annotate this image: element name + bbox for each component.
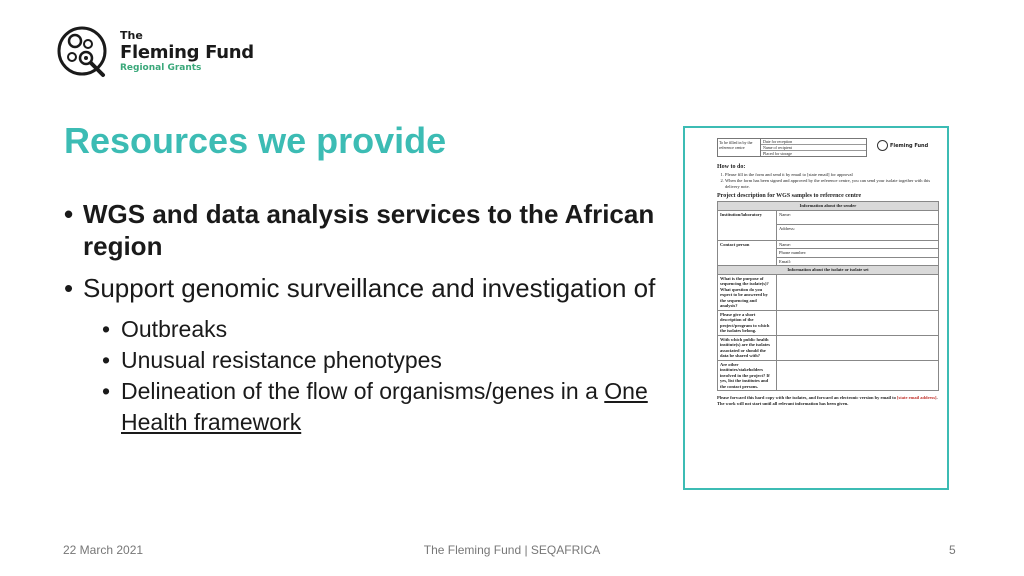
wgs-form-image: [683, 126, 949, 490]
institution-label: Institution/laboratory: [718, 210, 777, 240]
answer-cell: [777, 274, 939, 310]
footer-note-email: [state email address]: [897, 395, 937, 400]
bullet-list: [64, 198, 664, 438]
bullet-genomic-surveillance: • Support genomic surveillance and investigation of: [64, 272, 664, 304]
project-title: Project description for WGS samples to reference centre: [717, 193, 862, 199]
question-institutes: With which public health institute(s) are the isolates associated or should the data be shared with?: [718, 335, 777, 360]
step-1: 1. Please fill in the form and send it by email to [state email] for approval: [725, 172, 937, 178]
logo-the: The: [120, 29, 143, 42]
subbullet-outbreaks: • Outbreaks: [64, 314, 664, 345]
microbe-magnifier-icon: [56, 24, 112, 80]
contact-name: Name:: [777, 240, 939, 249]
contact-phone: Phone number:: [777, 249, 939, 258]
form-footer-note: [717, 395, 939, 407]
reception-date: Date for reception: [761, 139, 866, 145]
contact-label: Contact person: [718, 240, 777, 266]
footer-date: 22 March 2021: [63, 543, 144, 557]
page-number: 5: [949, 543, 956, 557]
form-logo-text: Fleming Fund: [890, 142, 929, 149]
how-to-title: How to do:: [717, 164, 746, 170]
reception-recipient: Name of recipient: [761, 145, 866, 151]
institution-address: Address:: [777, 224, 939, 240]
one-health-link[interactable]: One Health framework: [121, 378, 648, 435]
question-stakeholders: Are other institutes/stakeholders involved in the project? If yes, list the institutes and the contact persons.: [718, 360, 777, 391]
sender-header: Information about the sender: [718, 202, 939, 211]
reception-box: [717, 138, 867, 157]
form-logo-icon: [877, 140, 888, 151]
footer-note-b: . The work will not start until all relevant information has been given.: [717, 395, 938, 406]
logo-name: Fleming Fund: [120, 42, 254, 63]
footer-note-a: Please forward this hard copy with the isolates, and forward an electronic version by email to: [717, 395, 898, 400]
subbullet-resistance-phenotypes: • Unusual resistance phenotypes: [64, 345, 664, 376]
step-2: 2. When the form has been signed and approved by the reference centre, you can send your isolate together with this delivery note.: [725, 178, 937, 190]
form-logo: [877, 140, 928, 151]
form-table: [717, 201, 939, 391]
reception-storage: Placed for storage: [763, 151, 792, 156]
subbullet-delineation: [64, 376, 664, 438]
fleming-fund-logo: [56, 24, 256, 80]
question-description: Please give a short description of the project/program to which the isolates belong.: [718, 310, 777, 335]
delineation-text: Delineation of the flow of organisms/genes in a: [121, 378, 605, 404]
answer-cell: [777, 310, 939, 335]
slide-title: Resources we provide: [64, 120, 447, 161]
how-to-steps: [717, 172, 937, 190]
logo-subtitle: Regional Grants: [120, 63, 202, 73]
isolate-header: Information about the isolate or isolate set: [718, 266, 939, 275]
reception-label: To be filled in by the reference centre: [718, 139, 761, 156]
bullet-wgs-services: • WGS and data analysis services to the African region: [64, 198, 664, 262]
institution-name: Name:: [777, 210, 939, 224]
answer-cell: [777, 360, 939, 391]
contact-email: Email:: [777, 257, 939, 266]
answer-cell: [777, 335, 939, 360]
question-purpose: What is the purpose of sequencing the isolate(s)? What question do you expect to be answered by the sequencing and analysis?: [718, 274, 777, 310]
footer-title: The Fleming Fund | SEQAFRICA: [423, 543, 601, 557]
